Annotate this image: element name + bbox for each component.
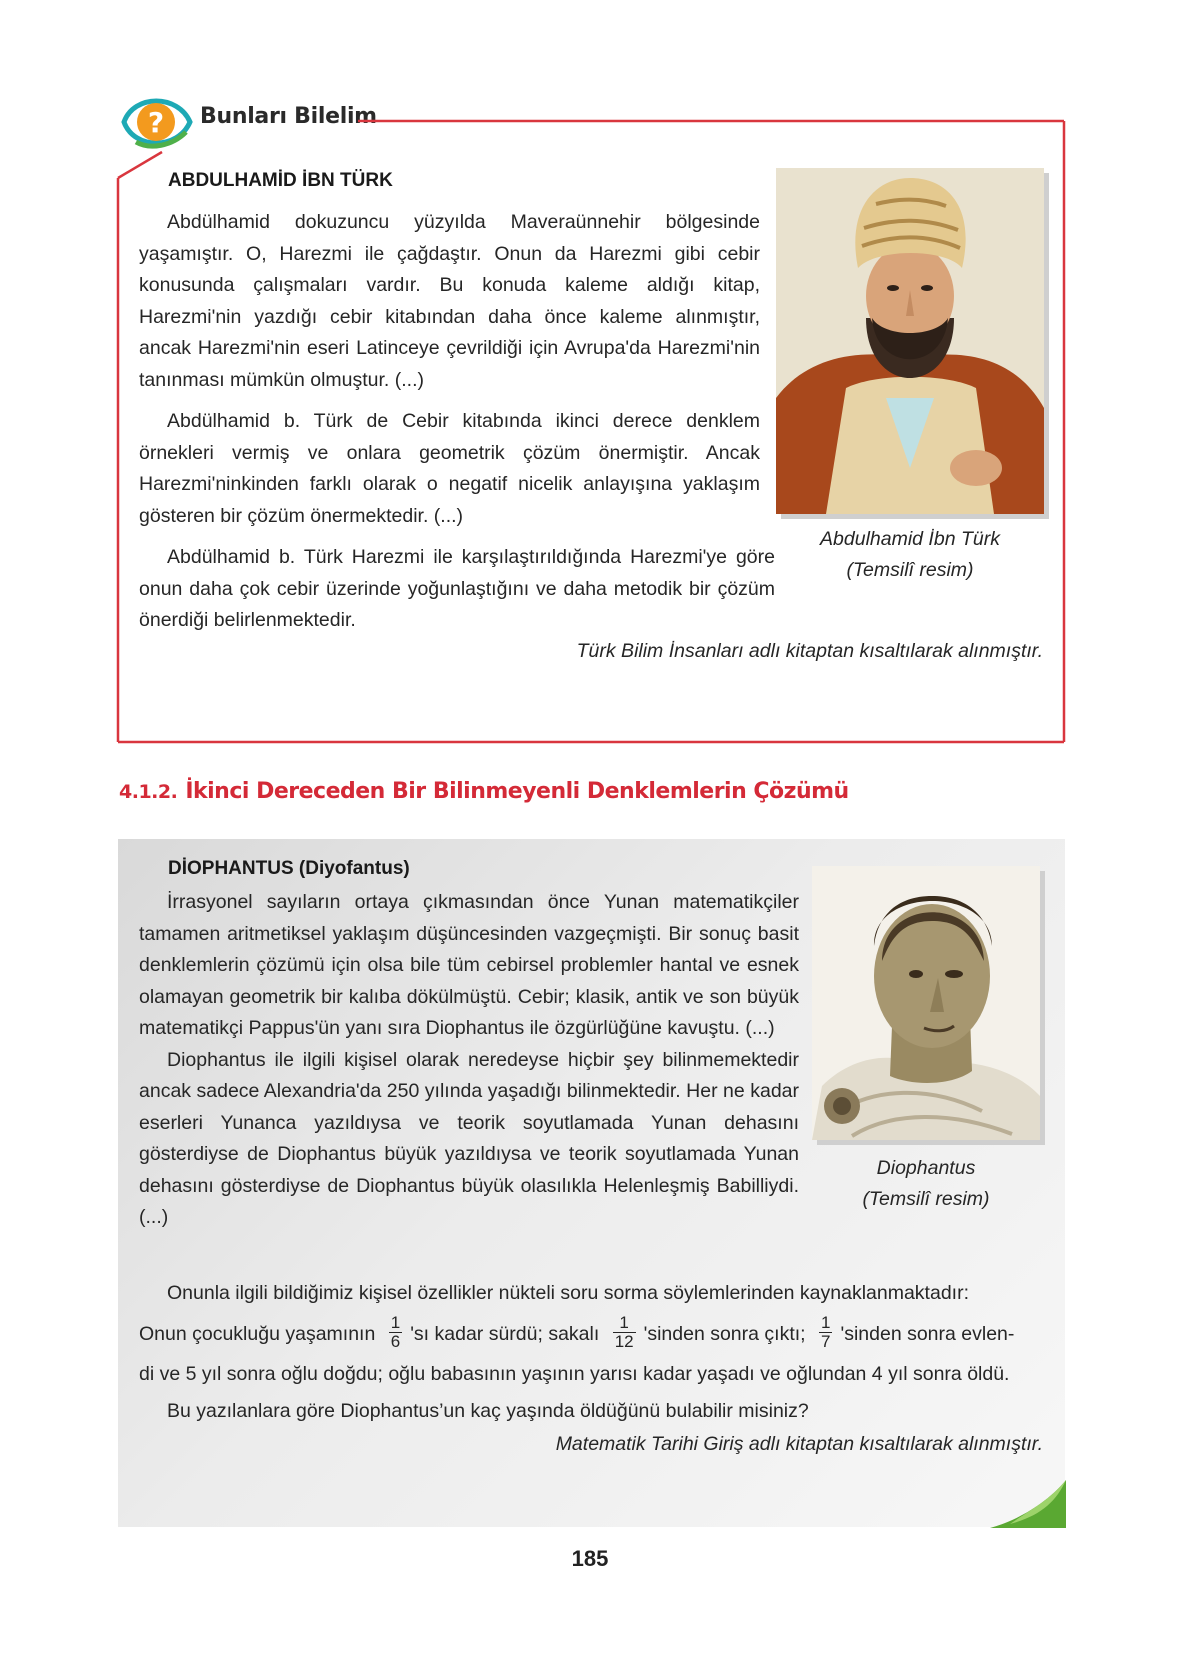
question-text: Bu yazılanlara göre Diophantus’un kaç yaşında öldüğünü bulabilir misiniz? (167, 1400, 809, 1422)
riddle-text-part: Onun çocukluğu yaşamının (139, 1323, 376, 1345)
fraction-denominator: 7 (821, 1332, 831, 1352)
page-curl-icon (990, 1480, 1066, 1528)
section-label: Bunları Bilelim (200, 104, 377, 129)
riddle-line (139, 1312, 1044, 1356)
caption-note: (Temsilî resim) (862, 1188, 990, 1210)
portrait-caption (812, 1153, 1040, 1215)
fraction-one-seventh (819, 1314, 832, 1351)
fraction-numerator: 1 (390, 1313, 401, 1333)
fraction-one-sixth (389, 1314, 402, 1351)
biography-text (139, 887, 799, 1234)
section-title: İkinci Dereceden Bir Bilinmeyenli Denklemlerin Çözümü (185, 779, 849, 804)
riddle-text-part: 'sinden sonra çıktı; (643, 1323, 806, 1345)
caption-note: (Temsilî resim) (846, 559, 974, 581)
fraction-denominator: 6 (390, 1332, 401, 1352)
riddle-intro: Onunla ilgili bildiğimiz kişisel özellikler nükteli soru sorma söylemlerinden kaynaklanmaktadır: (167, 1282, 969, 1304)
person-heading: DİOPHANTUS (Diyofantus) (168, 858, 410, 879)
riddle-text-part: 'sinden sonra evlen- (840, 1323, 1015, 1345)
section-number: 4.1.2. (119, 781, 178, 803)
fraction-one-twelfth (613, 1314, 636, 1351)
biography-text (139, 207, 775, 647)
caption-name: Diophantus (876, 1157, 976, 1179)
paragraph: Diophantus ile ilgili kişisel olarak neredeyse hiçbir şey bilinmemektedir ancak sadece Alexandria'da 250 yılında yaşadığı bilinmektedir. Her ne kadar eserleri Yunanca yazıldıysa ve teorik soyutlamada Yunan dehasını gösterdiyse de Diophantus büyük yazıldıysa ve teorik soyutlamada Yunan dehasını gösterdiyse de Diophantus büyük olasılıkla Helenleşmiş Babilliydi. (...) (139, 1048, 799, 1228)
source-citation: Türk Bilim İnsanları adlı kitaptan kısaltılarak alınmıştır. (576, 640, 1043, 662)
paragraph: Abdülhamid dokuzuncu yüzyılda Maveraünnehir bölgesinde yaşamıştır. O, Harezmi ile çağdaştır. Onun da Harezmi gibi cebir konusunda çalışmaları vardır. Bu konuda kaleme aldığı kitap, Harezmi'nin yazdığı cebir kitabından daha önce kaleme alınmıştır, ancak Harezmi'nin eseri Latinceye çevrildiği için Avrupa'da Harezmi'nin tanınması mümkün olmuştur. (...) (139, 211, 760, 391)
paragraph: Abdülhamid b. Türk de Cebir kitabında ikinci derece denklem örnekleri vermiş ve onlara geometrik çözüm önermiştir. Ancak Harezmi'ninkinden farklı olarak o negatif nicelik anlayışına yaklaşım gösteren bir çözüm önermektedir. (...) (139, 410, 760, 527)
fraction-denominator: 12 (614, 1332, 634, 1352)
svg-text:?: ? (147, 106, 165, 139)
paragraph: Abdülhamid b. Türk Harezmi ile karşılaştırıldığında Harezmi'ye göre onun daha çok cebir üzerinde yoğunlaştığını ve daha metodik bir çözüm önerdiği belirlenmektedir. (139, 546, 775, 631)
page-number: 185 (571, 1546, 609, 1571)
person-heading: ABDULHAMİD İBN TÜRK (168, 170, 393, 191)
fraction-numerator: 1 (613, 1314, 636, 1333)
caption-name: Abdulhamid İbn Türk (820, 528, 1000, 550)
riddle-text-part: 'sı kadar sürdü; sakalı (410, 1323, 600, 1345)
portrait-abdulhamid (776, 168, 1044, 514)
paragraph: İrrasyonel sayıların ortaya çıkmasından önce Yunan matematikçiler tamamen aritmetiksel yaklaşım düşüncesinden vazgeçmişti. Bir sonuç basit denklemlerin çözümü için olsa bile tüm cebirsel problemler hantal ve esnek olamayan geometrik bir kalıba dökülmüştü. Cebir; klasik, antik ve son büyük matematikçi Pappus'ün yanı sıra Diophantus ile özgürlüğüne kavuştu. (...) (139, 891, 799, 1039)
paragraph (139, 1275, 1044, 1312)
fraction-numerator: 1 (821, 1313, 831, 1333)
portrait-caption (776, 524, 1044, 586)
riddle-line: di ve 5 yıl sonra oğlu doğdu; oğlu babasının yaşının yarısı kadar yaşadı ve oğlundan 4 yıl sonra öldü. (139, 1363, 1010, 1385)
portrait-diophantus (812, 866, 1040, 1140)
section-heading (119, 779, 849, 804)
source-citation: Matematik Tarihi Giriş adlı kitaptan kısaltılarak alınmıştır. (555, 1433, 1043, 1455)
riddle-text (139, 1275, 1044, 1430)
